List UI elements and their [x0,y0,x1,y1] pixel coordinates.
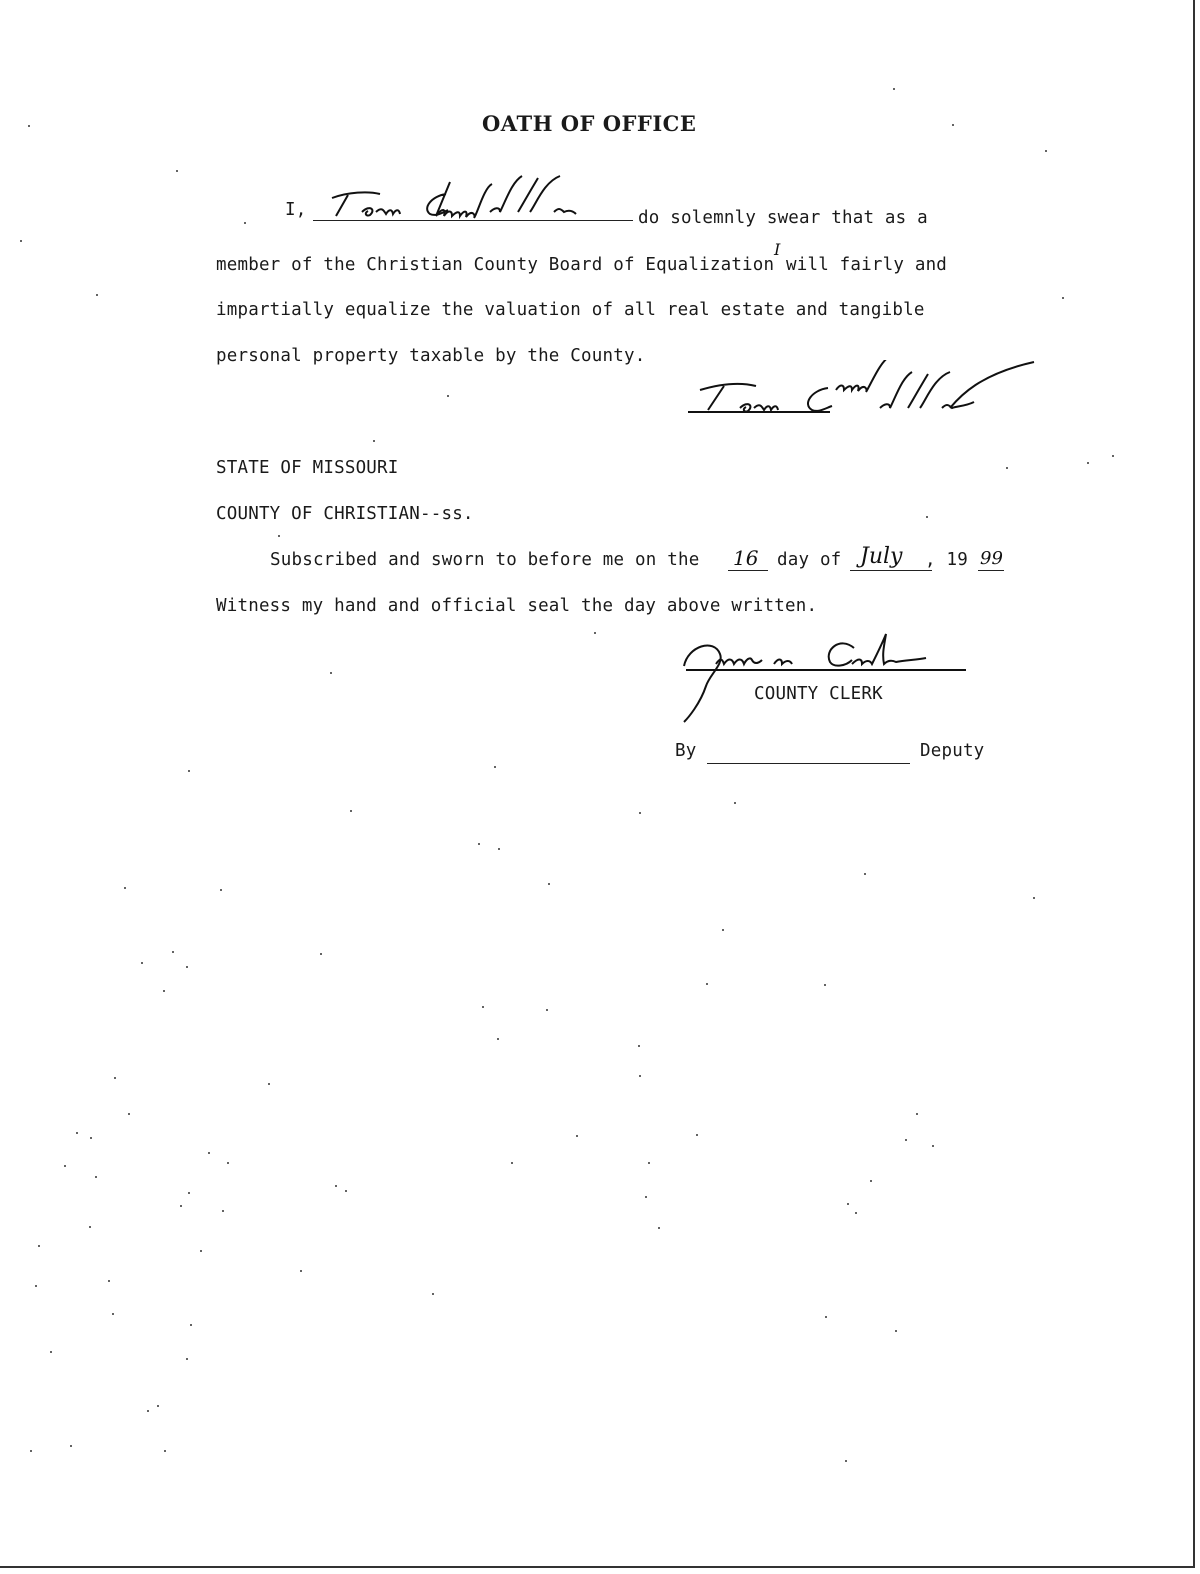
jurat-text3: , 19 [925,550,968,570]
jurat-text2: day of [777,550,842,570]
handwritten-insert: I [774,240,781,259]
clerk-signature [676,628,976,723]
oath-line4: personal property taxable by the County. [216,346,646,366]
oath-line2: member of the Christian County Board of Equalization [216,255,775,275]
document-title: OATH OF OFFICE [482,111,697,136]
oath-line3: impartially equalize the valuation of all real estate and tangible [216,300,925,320]
oath-prefix: I, [285,200,307,220]
month-blank [850,570,932,571]
day-blank [728,570,768,571]
handwritten-day: 16 [733,546,759,570]
venue-state: STATE OF MISSOURI [216,458,399,478]
jurat-line2: Witness my hand and official seal the day above written. [216,596,818,616]
member-signature-2 [680,360,1060,420]
county-clerk-title: COUNTY CLERK [754,684,883,704]
handwritten-month: July [860,544,903,569]
handwritten-year: 99 [980,548,1003,569]
deputy-blank [707,763,910,764]
venue-county: COUNTY OF CHRISTIAN--ss. [216,504,474,524]
member-signature [318,172,678,224]
deputy-label: Deputy [920,741,985,761]
by-label: By [675,741,697,761]
year-blank [978,570,1004,571]
oath-line2-end: will fairly and [786,255,948,275]
oath-line1-end: do solemnly swear that as a [638,208,928,228]
jurat-text1: Subscribed and sworn to before me on the [270,550,700,570]
